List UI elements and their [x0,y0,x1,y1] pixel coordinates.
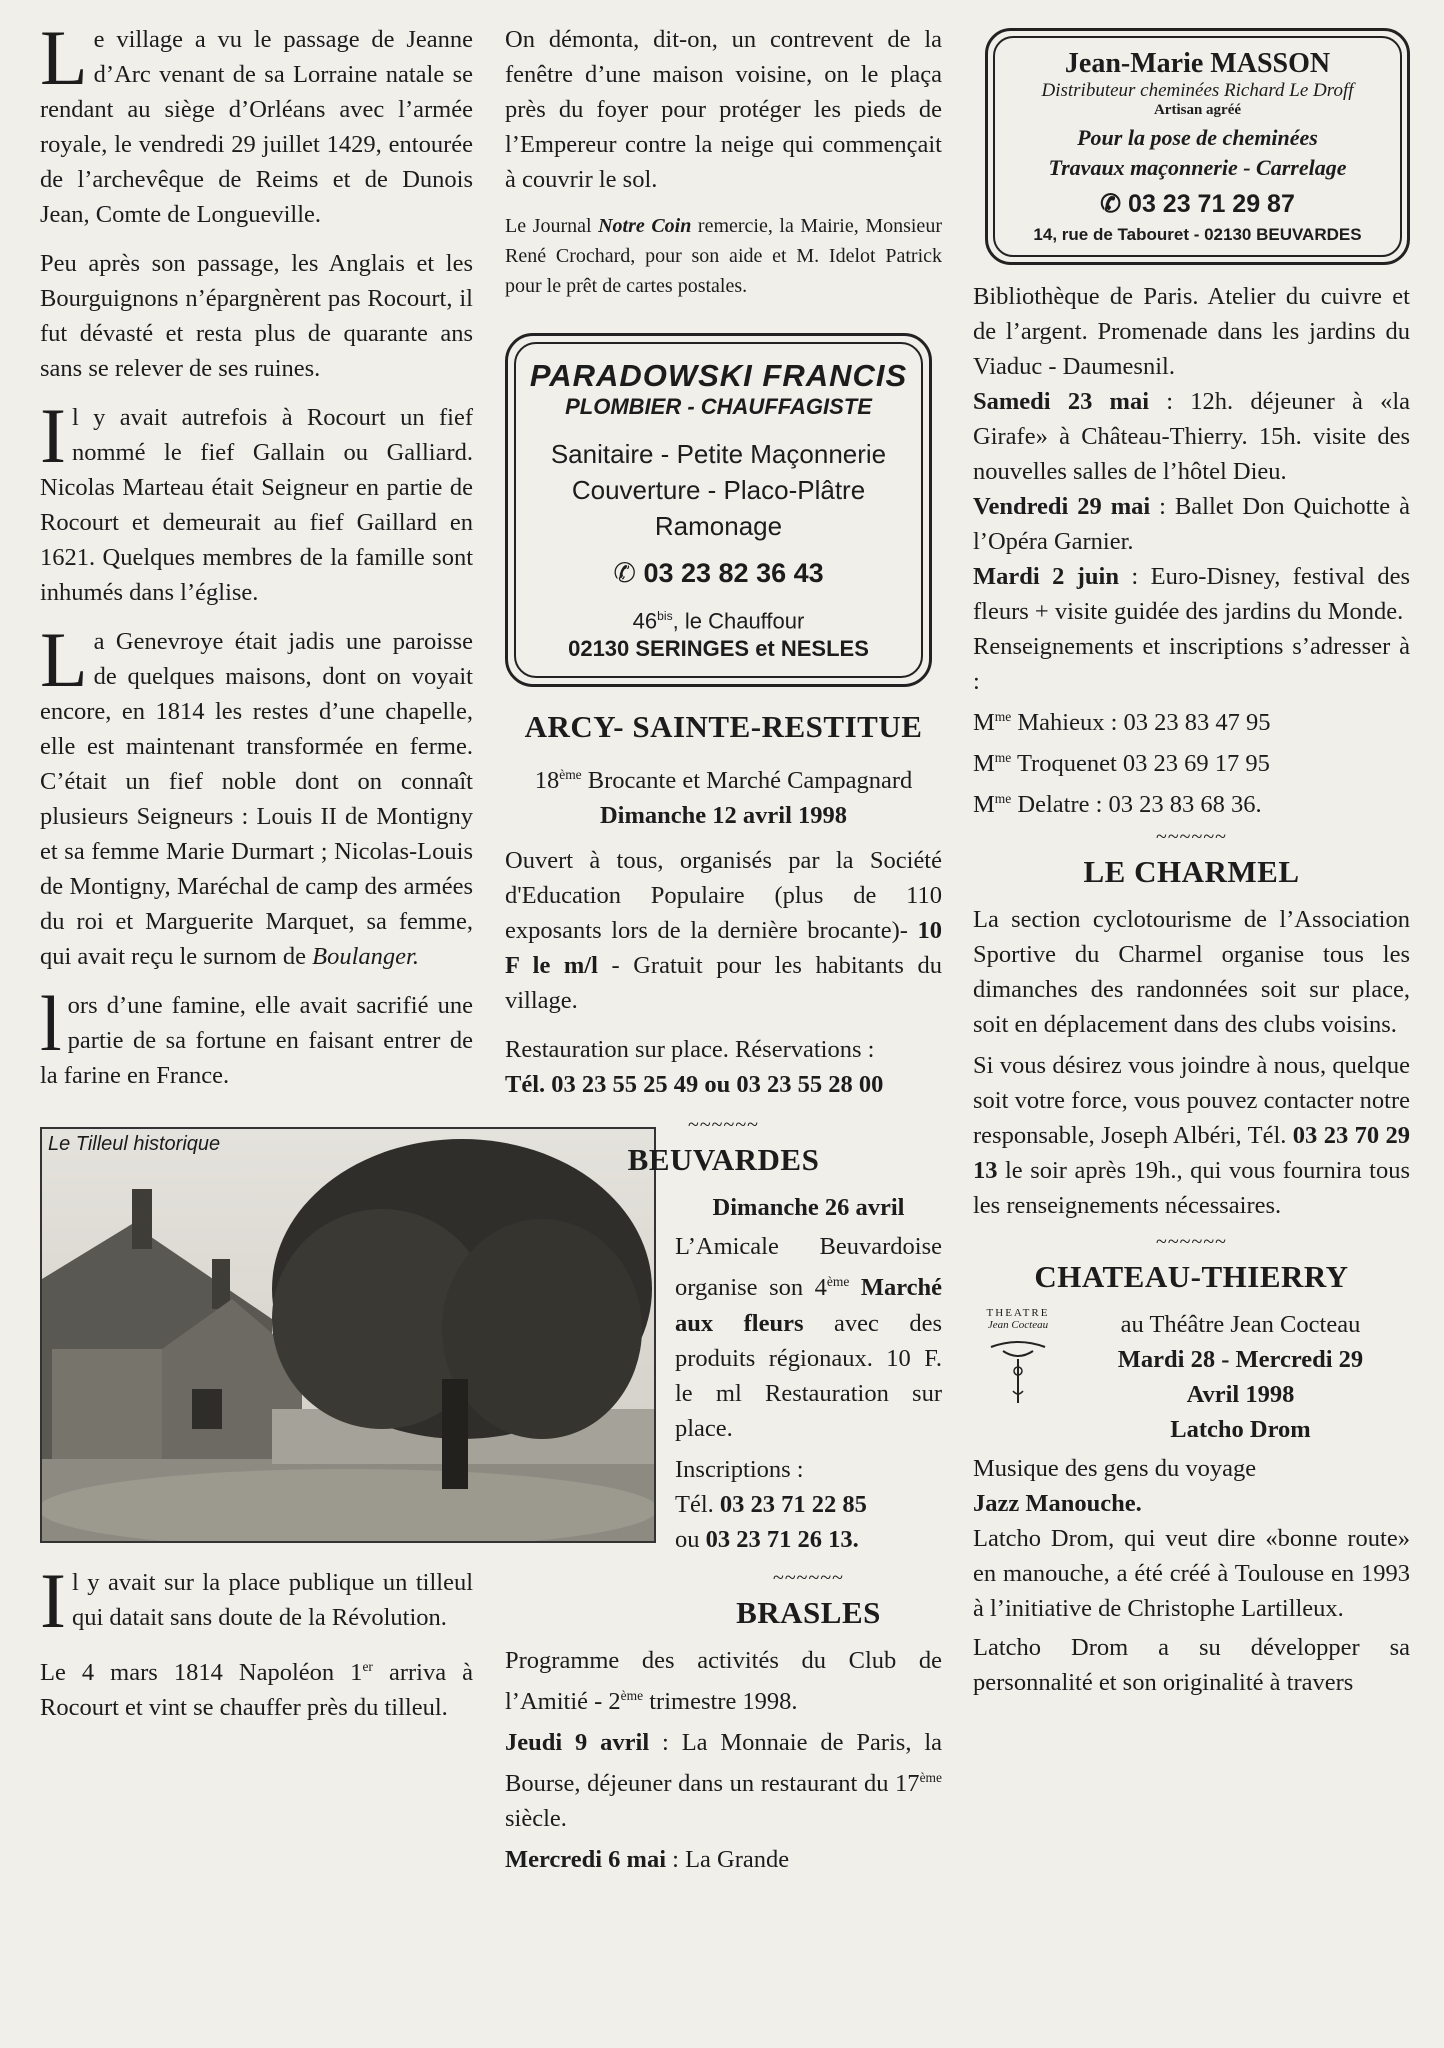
paragraph-fief-gallain [40,392,473,610]
paragraph-text: : La Monnaie de Paris, la Bourse, déjeuner dans un restaurant du 17 [505,1728,943,1797]
beuvardes-block [675,1190,942,1630]
paragraph-text: remercie, la Mairie, Monsieur René Crochard, pour son aide et M. Idelot Patrick pour le prêt de cartes postales. [505,215,942,297]
separator: ~~~~~~ [773,1566,844,1589]
paragraph-latcho-drom-2: Latcho Drom a su développer sa personnalité et son originalité à travers [973,1634,1410,1697]
section-title-charmel: LE CHARMEL [1083,854,1300,890]
paragraph-renseignements: Renseignements et inscriptions s’adresser à : [973,633,1410,695]
beuvardes-date: Dimanche 26 avril [712,1194,905,1222]
paragraph-beuvardes [675,1229,942,1445]
paragraph-charmel: La section cyclotourisme de l’Association Sportive du Charmel organise tous les dimanches des randonnées soit sur place, soit en déplacement dans des clubs voisins. [973,906,1410,1039]
paragraph-text: l y avait sur la place publique un tilleul qui datait sans doute de la Révolution. [71,1569,473,1631]
superscript: ème [559,767,582,783]
ad-service-line: Sanitaire - Petite Maçonnerie [550,439,887,469]
show-name: Latcho Drom [1170,1416,1311,1444]
section-title-chateau-thierry: CHATEAU-THIERRY [1034,1259,1349,1295]
theatre-mask-icon [983,1331,1053,1411]
separator: ~~~~~~ [688,1114,759,1137]
paragraph-arcy-restauration: Restauration sur place. Réservations : [505,1036,875,1064]
contact-text: Mahieux : 03 23 83 47 95 [1011,709,1271,737]
paragraph-text: le soir après 19h., qui vous fournira tous les renseignements nécessaires. [973,1157,1410,1220]
separator: ~~~~~~ [1156,1231,1227,1254]
ad-service-line: Travaux maçonnerie - Carrelage [1048,155,1347,180]
arcy-phone: Tél. 03 23 55 25 49 ou 03 23 55 28 00 [505,1071,884,1099]
ad-business-name: Jean-Marie MASSON [1064,48,1331,79]
paragraph-remerciements [505,211,942,301]
paragraph-text: avec des produits régionaux. 10 F. le ml Restauration sur place. [675,1309,942,1442]
paragraph-napoleon [40,1649,473,1725]
paragraph-samedi [973,384,1410,489]
ad-service-line: Couverture - Placo-Plâtre [571,475,866,505]
contact-item [973,781,1410,822]
logo-text: THEATRE [986,1307,1050,1320]
superscript: me [994,709,1012,724]
ad-phone: ✆ 03 23 71 29 87 [1100,190,1295,218]
paragraph-jeudi [505,1725,942,1836]
beuvardes-inscriptions [675,1452,942,1557]
ad-distributor: Distributeur cheminées Richard Le Droff [1041,80,1354,101]
superscript: er [362,1659,373,1674]
event-date: Samedi 23 mai [973,388,1150,415]
paragraph-mardi [973,559,1410,629]
show-year: Avril 1998 [1186,1381,1295,1409]
separator: ~~~~~~ [1156,826,1227,849]
event-date: Jeudi 9 avril [505,1728,650,1756]
paragraph-bibliotheque: Bibliothèque de Paris. Atelier du cuivre et de l’argent. Promenade dans les jardins du Viaduc - Daumesnil. [973,283,1410,380]
theatre-block [973,1307,1410,1451]
music-genre: Musique des gens du voyage [973,1455,1257,1483]
superscript: me [994,750,1012,766]
show-dates: Mardi 28 - Mercredi 29 [1117,1346,1364,1374]
paragraph-italic: Boulanger. [312,943,419,970]
ad-business-name: PARADOWSKI FRANCIS [529,358,908,393]
venue: au Théâtre Jean Cocteau [1120,1311,1361,1339]
address-street: , le Chauffour [672,608,805,634]
ad-service-line: Pour la pose de cheminées [1077,125,1318,150]
paragraph-text: l y avait autrefois à Rocourt un fief nommé le fief Gallain ou Galliard. Nicolas Marteau était Seigneur en partie de Rocourt et demeurait au fief Gaillard en 1621. Quelques membres de la famille sont inhumés dans l’église. [40,404,473,606]
paragraph-famine [40,980,473,1093]
contact-item [973,699,1410,740]
paragraph-anglais: Peu après son passage, les Anglais et les Bourguignons n’épargnèrent pas Rocourt, il fut dévasté et resta plus de quarante ans sans se relever de ses ruines. [40,250,473,382]
event-date: Dimanche 12 avril 1998 [599,802,848,830]
paragraph-text: arriva à Rocourt et vint se chauffer près du tilleul. [40,1659,473,1722]
paragraph-text: Programme des activités du Club de l’Amitié - 2 [505,1646,942,1715]
contact-text: Troquenet 03 23 69 17 95 [1011,750,1270,778]
theatre-info [1071,1307,1410,1451]
title-abbr: M [973,791,995,819]
phone-number: 03 23 71 26 13. [705,1525,859,1553]
paragraph-text: siècle. [505,1804,567,1832]
journal-name: Notre Coin [598,215,692,237]
title-abbr: M [973,750,995,778]
ad-address [526,601,911,636]
photo-caption: Le Tilleul historique [48,1133,221,1155]
event-name: Marché aux fleurs [675,1274,943,1337]
paragraph-latcho-drom: Latcho Drom, qui veut dire «bonne route» en manouche, a été créé à Toulouse en 1993 à l’initiative de Christophe Lartilleux. [973,1525,1410,1623]
event-number: 18 [534,767,560,795]
phone-prefix: Tél. [675,1490,720,1518]
superscript: ème [620,1687,644,1703]
drop-cap: I [40,392,66,479]
paragraph-brasles [505,1643,942,1719]
title-abbr: M [973,709,995,737]
section-title-brasles: BRASLES [736,1594,881,1630]
paragraph-text: Ouvert à tous, organisés par la Société d'Education Populaire (plus de 110 exposants lors de la dernière brocante)- [505,847,942,945]
event-date: Mardi 2 juin [973,563,1119,590]
column-3 [973,22,1410,1714]
superscript: me [994,791,1012,807]
column-1 [40,14,473,1739]
paragraph-text: : Ballet Don Quichotte à l’Opéra Garnier. [973,493,1410,555]
contact-text: Delatre : 03 23 83 68 36. [1011,791,1262,819]
ad-city: 02130 SERINGES et NESLES [568,636,869,662]
drop-cap: l [40,980,62,1067]
phone-number: 03 23 71 22 85 [719,1490,867,1518]
paragraph-jeanne-darc [40,14,473,232]
section-title-beuvardes: BEUVARDES [627,1142,820,1178]
inscriptions-label: Inscriptions : [675,1455,804,1483]
ad-certification: Artisan agréé [1153,102,1242,118]
ad-inner [514,342,923,678]
event-name: Brocante et Marché Campagnard [581,767,913,795]
paragraph-text: trimestre 1998. [643,1687,798,1715]
phone-prefix: ou [675,1525,706,1553]
paragraph-text: Si vous désirez vous joindre à nous, quelque soit votre force, vous pouvez contacter notre responsable, Joseph Albéri, Tél. [973,1052,1410,1150]
paragraph-arcy-details [505,843,942,1018]
paragraph-text: Le 4 mars 1814 Napoléon 1 [40,1659,363,1687]
paragraph-text: ors d’une famine, elle avait sacrifié une partie de sa fortune en faisant entrer de la farine en France. [40,992,473,1089]
paragraph-text: : La Grande [666,1845,790,1873]
ad-service-line: Ramonage [654,511,783,541]
column-2 [505,22,942,1891]
paragraph-genevroye [40,616,473,974]
ad-phone: ✆ 03 23 82 36 43 [613,558,824,588]
drop-cap: I [40,1557,66,1644]
paragraph-text: Le Journal [505,215,599,237]
paragraph-text: e village a vu le passage de Jeanne d’Arc venant de sa Lorraine natale se rendant au siège d’Orléans avec l’armée royale, le vendredi 29 juillet 1429, entourée de l’archevêque de Reims et de Dunois Jean, Comte de Longueville. [40,26,473,228]
section-title-arcy: ARCY- SAINTE-RESTITUE [524,709,923,745]
address-number: 46 [632,608,658,634]
paragraph-text: : 12h. déjeuner à «la Girafe» à Château-Thierry. 15h. visite des nouvelles salles de l’hôtel Dieu. [973,388,1411,485]
paragraph-text: - Gratuit pour les habitants du village. [505,952,943,1015]
paragraph-contrevent: On démonta, dit-on, un contrevent de la fenêtre d’une maison voisine, on le plaça près du foyer pour protéger les pieds de l’Empereur contre la neige qui commençait à couvrir le sol. [505,26,942,193]
event-date: Vendredi 29 mai [973,493,1151,520]
superscript: bis [657,609,673,623]
paragraph-text: : Euro-Disney, festival des fleurs + visite guidée des jardins du Monde. [973,563,1410,625]
phone-number: 03 23 70 29 13 [973,1122,1411,1185]
logo-text: Jean Cocteau [987,1319,1049,1332]
paragraph-tilleul [40,1557,473,1644]
contact-item [973,740,1410,781]
superscript: ème [919,1769,942,1785]
theatre-logo [973,1307,1063,1416]
price: 10 F le m/l [505,917,942,980]
paragraph-text: L’Amicale Beuvardoise organise son 4 [675,1233,942,1302]
ad-trade: PLOMBIER - CHAUFFAGISTE [565,394,872,419]
superscript: ème [826,1274,850,1290]
event-date: Mercredi 6 mai [505,1845,667,1873]
drop-cap: L [40,616,88,703]
masson-ad [985,28,1410,265]
ad-inner [993,36,1402,257]
paragraph-text: a Genevroye était jadis une paroisse de quelques maisons, dont on voyait encore, en 1814 les restes d’une chapelle, elle est maintenant transformée en ferme. C’était un fief noble dont on connaît plusieurs Seigneurs : Louis II de Montigny et sa femme Marie Durmart ; Nicolas-Louis de Montigny, Maréchal de camp des armées du roi et Marguerite Marquet, sa femme, qui avait reçu le surnom de [40,628,473,970]
arcy-subtitle [505,757,942,833]
drop-cap: L [40,14,88,101]
ad-address: 14, rue de Tabouret - 02130 BEUVARDES [1033,225,1362,244]
paragraph-mercredi [505,1842,942,1877]
paradowski-ad [505,333,932,687]
paragraph-vendredi [973,489,1410,559]
jazz-style: Jazz Manouche. [973,1490,1142,1518]
contacts-list [973,699,1410,822]
paragraph-charmel-contact [973,1048,1410,1223]
